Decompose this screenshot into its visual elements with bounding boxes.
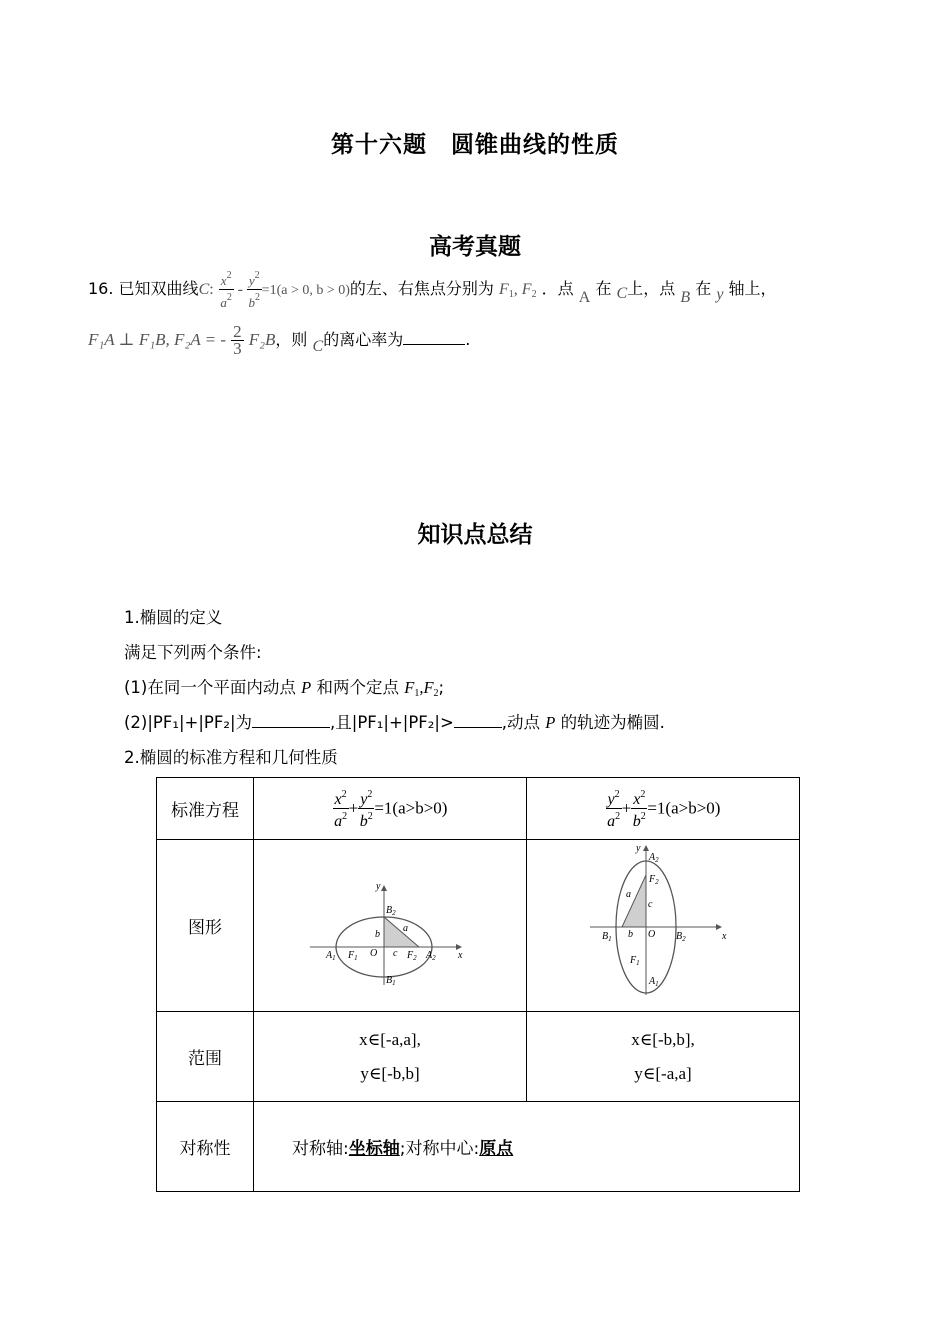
- point-a: A: [578, 289, 591, 306]
- section-heading-exam: 高考真题: [429, 234, 521, 260]
- svg-text:B2: $B_2$: [386, 905, 396, 917]
- problem-intro: 已知双曲线: [118, 279, 199, 298]
- fraction-y2-b2: $\frac{y^2}{b^2}$: [248, 270, 261, 310]
- svg-text:c: c: [393, 948, 398, 959]
- svg-text:b: b: [628, 929, 633, 940]
- svg-text:y: y: [376, 881, 381, 892]
- row-label-equation: 标准方程: [157, 778, 254, 840]
- point-b: B: [680, 289, 691, 306]
- equation-horizontal: $\frac{x^2}{a^2}$ + $\frac{y^2}{b^2}$ =1(a>b>0): [254, 778, 527, 840]
- svg-text:x: x: [722, 931, 727, 942]
- problem-line-2: [88, 324, 470, 357]
- answer-blank[interactable]: [403, 344, 465, 345]
- equation-condition: =1(a > 0, b > 0): [261, 283, 350, 298]
- problem-text-on-c: 上，点: [627, 279, 676, 298]
- problem-number: 16.: [88, 279, 114, 298]
- row-label-shape: 图形: [157, 840, 254, 1012]
- point-1-desc: 满足下列两个条件:: [124, 643, 262, 662]
- svg-text:c: c: [648, 899, 653, 910]
- vertical-ellipse-diagram: [588, 843, 738, 1003]
- row-label-symmetry: 对称性: [157, 1102, 254, 1192]
- problem-text-on-y: 在: [695, 279, 712, 298]
- curve-ref-c: C: [616, 285, 628, 302]
- svg-text:B2: $B_2$: [676, 931, 686, 943]
- page-title: 第十六题 圆锥曲线的性质: [331, 132, 619, 158]
- problem-text-then: ，则: [275, 330, 308, 349]
- svg-text:A2: $A_2$: [426, 950, 436, 962]
- svg-text:y: y: [636, 843, 641, 854]
- foci-label: $F_1$, $F_2$: [499, 281, 537, 300]
- svg-text:F1: $F_1$: [630, 955, 640, 967]
- svg-text:F2: $F_2$: [649, 874, 659, 886]
- problem-line-1: 16. 已知双曲线C: $\frac{x^2}{a^2}$ - $\frac{y^2}{b^2}$ =1(a > 0, b > 0)的左、右焦点分别为 $F_1$, $F_2$ ．点 A 在 C上，点 B 在 y 轴上，: [88, 270, 777, 310]
- fraction-x2-a2: $\frac{x^2}{a^2}$: [220, 270, 232, 310]
- svg-text:O: O: [648, 929, 656, 940]
- fraction-two-thirds: $\frac{2}{3}$: [233, 322, 242, 358]
- horizontal-ellipse-diagram: [306, 857, 474, 989]
- figure-vertical-ellipse: [527, 840, 800, 1012]
- svg-text:x: x: [458, 950, 463, 961]
- condition-1: (1)在同一个平面内动点 P 和两个定点 $F_1,F_2$;: [124, 678, 445, 699]
- condition-2: (2)|PF₁|+|PF₂|为 ,且|PF₁|+|PF₂|> ,动点 P 的轨迹为椭圆.: [124, 713, 665, 732]
- range-vertical: x∈[-b,b], y∈[-a,a]: [527, 1012, 800, 1102]
- svg-text:A1: $A_1$: [326, 950, 336, 962]
- curve-name: C: [198, 281, 210, 298]
- svg-text:a: a: [626, 889, 631, 900]
- figure-horizontal-ellipse: [254, 840, 527, 1012]
- y-var: y: [716, 286, 724, 303]
- range-horizontal: x∈[-a,a], y∈[-b,b]: [254, 1012, 527, 1102]
- point-2-title: 2.椭圆的标准方程和几何性质: [124, 748, 338, 767]
- perp-condition: F₁A ⊥ F₁B, F₂A = -: [88, 330, 227, 349]
- svg-text:F1: $F_1$: [348, 950, 358, 962]
- problem-text-foci: 的左、右焦点分别为: [349, 279, 494, 298]
- svg-text:O: O: [370, 948, 378, 959]
- svg-text:B1: $B_1$: [602, 931, 612, 943]
- ellipse-properties-table: [156, 777, 800, 1192]
- problem-text-on: 在: [595, 279, 612, 298]
- symmetry-content: 对称轴:坐标轴;对称中心:原点: [254, 1102, 800, 1192]
- svg-text:b: b: [375, 929, 380, 940]
- blank-2b[interactable]: [454, 727, 502, 728]
- svg-text:B1: $B_1$: [386, 975, 396, 987]
- point-1-title: 1.椭圆的定义: [124, 608, 223, 627]
- svg-text:A2: $A_2$: [649, 852, 659, 864]
- curve-ref-c2: C: [312, 338, 324, 355]
- svg-text:a: a: [403, 923, 408, 934]
- vector-f2b: F₂B: [248, 330, 276, 349]
- problem-end: .: [465, 330, 471, 349]
- svg-text:F2: $F_2$: [407, 950, 417, 962]
- blank-2a[interactable]: [252, 727, 330, 728]
- problem-text-ecc: 的离心率为: [323, 330, 404, 349]
- svg-text:A1: $A_1$: [649, 976, 659, 988]
- problem-text-y-axis: 轴上，: [728, 279, 777, 298]
- equation-vertical: $\frac{y^2}{a^2}$ + $\frac{x^2}{b^2}$ =1(a>b>0): [527, 778, 800, 840]
- row-label-range: 范围: [157, 1012, 254, 1102]
- problem-text-point: ．点: [541, 279, 574, 298]
- section-heading-summary: 知识点总结: [417, 522, 533, 548]
